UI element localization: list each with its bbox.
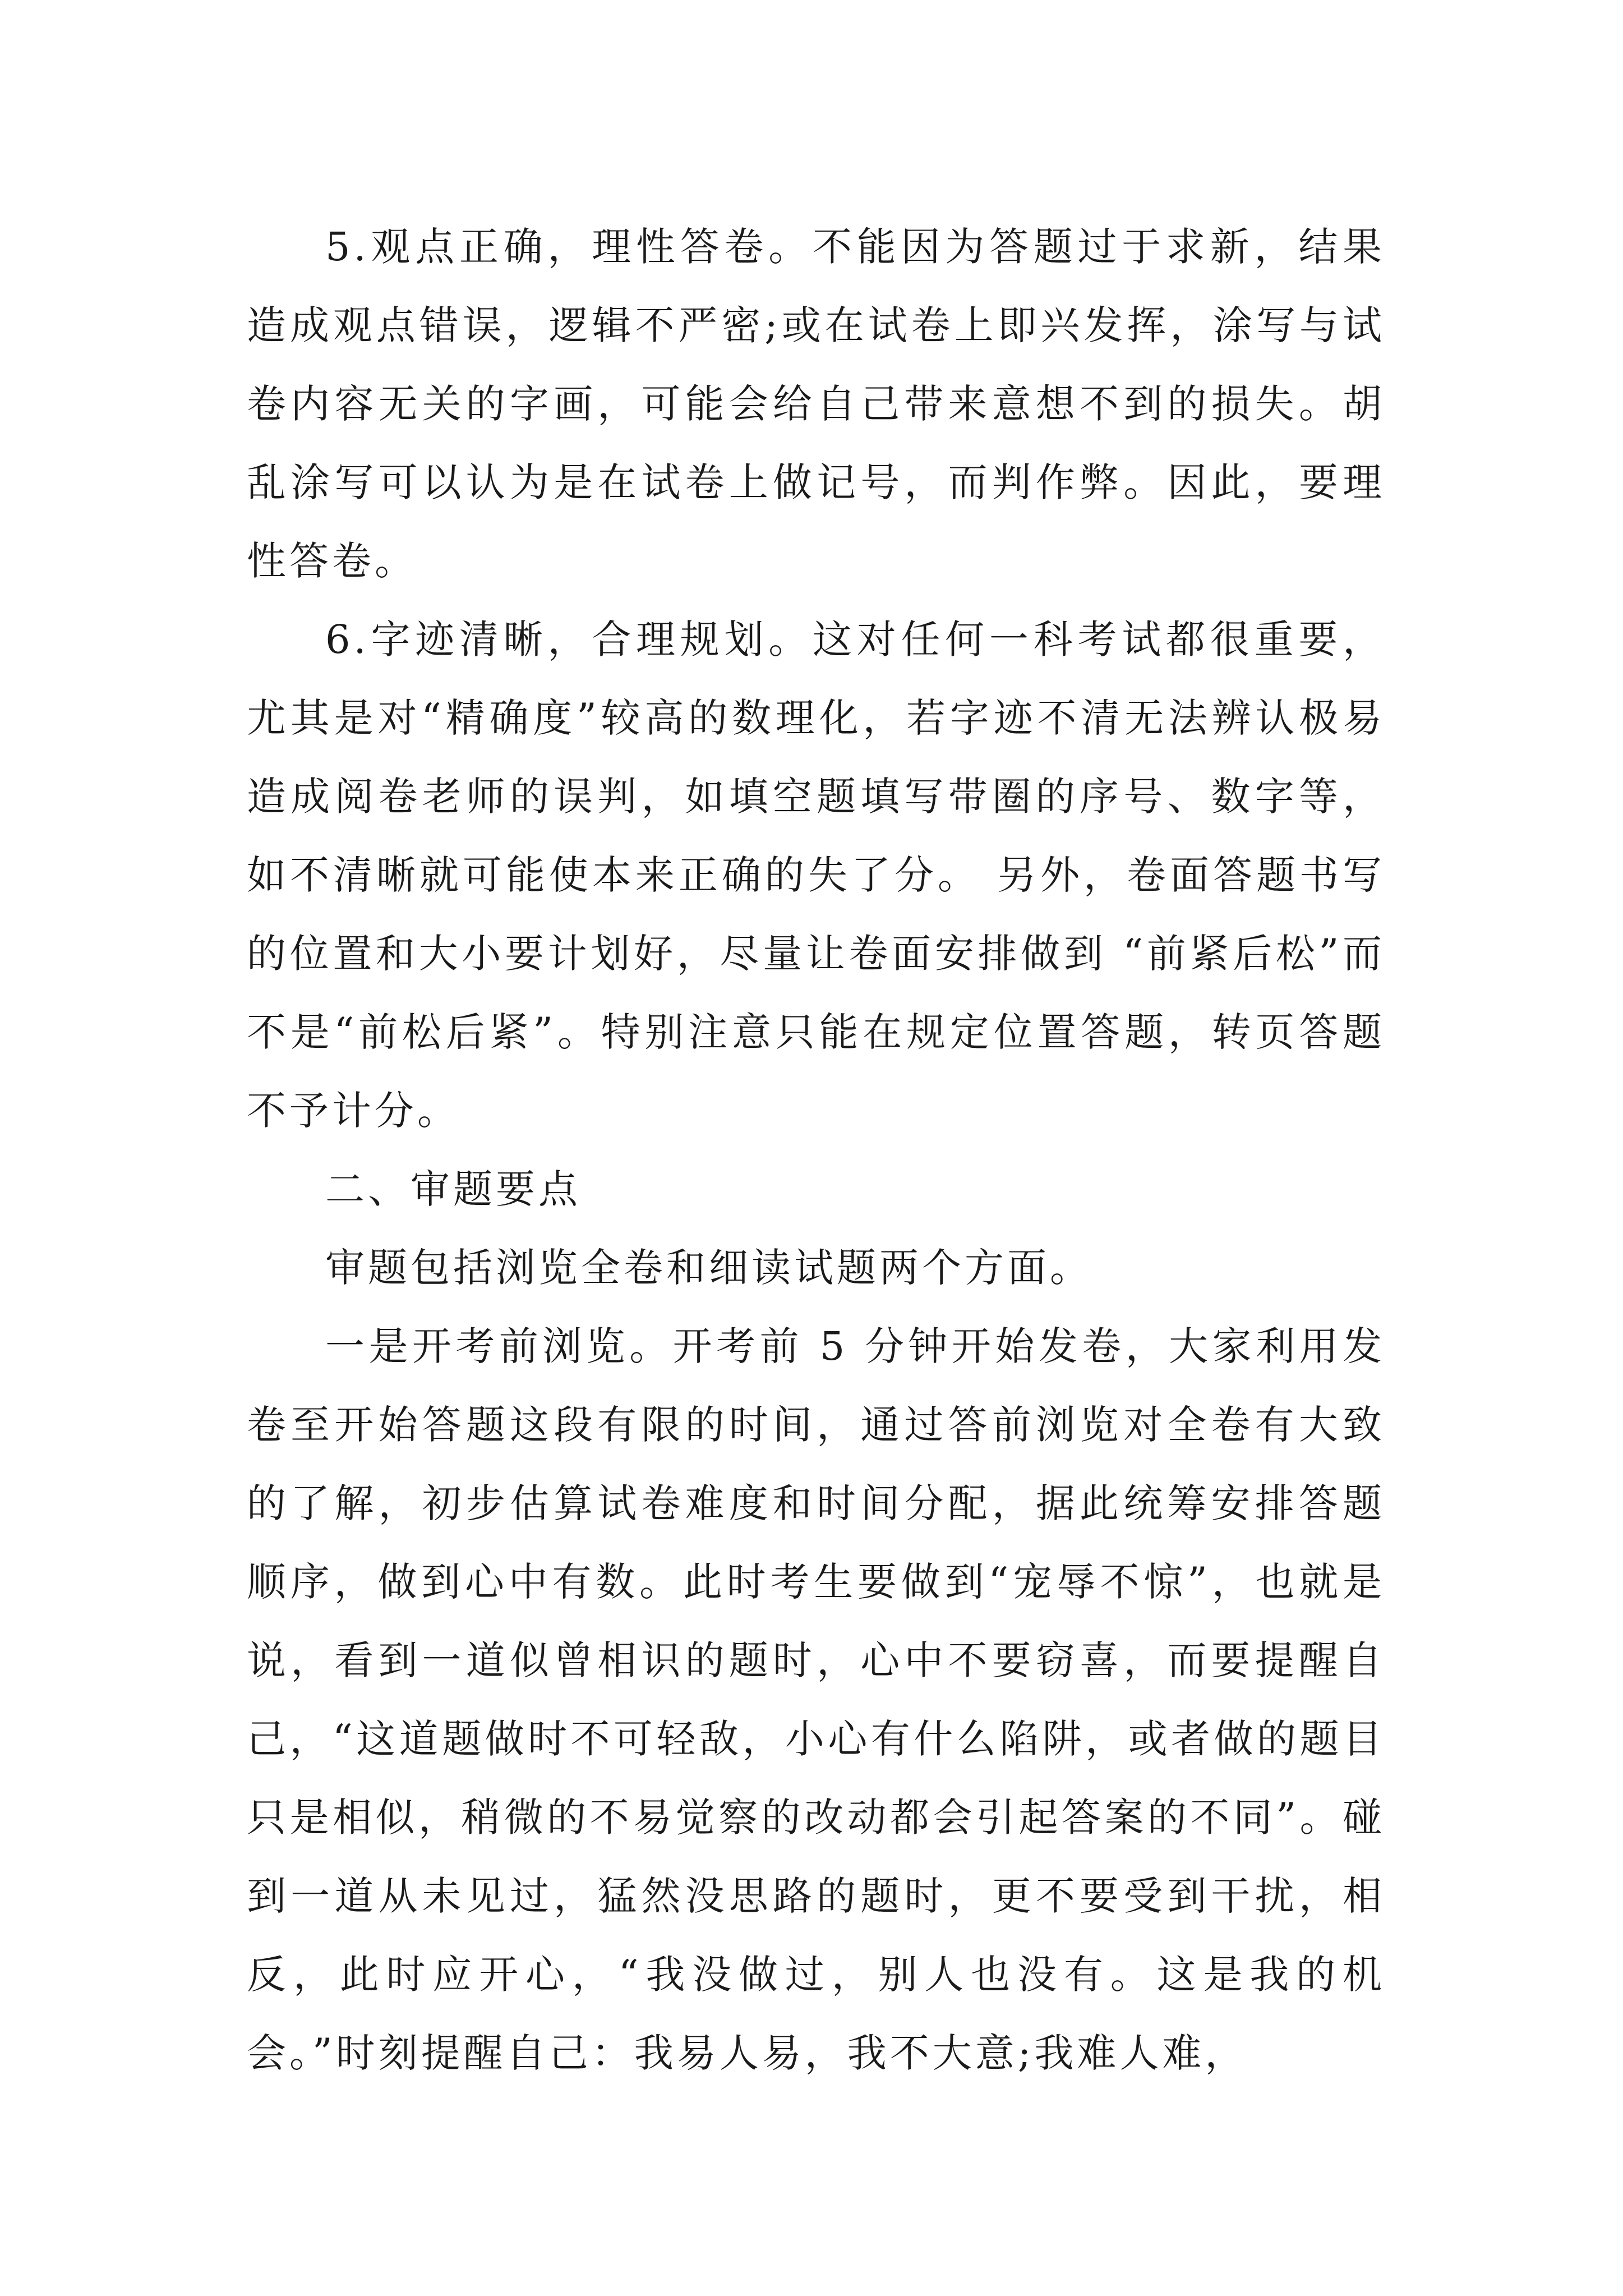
section-heading: 二、审题要点 [325,1166,581,1212]
paragraph-point-6: 6.字迹清晰，合理规划。这对任何一科考试都很重要，尤其是对“精确度”较高的数理化，若字迹不清无法辨认极易造成阅卷老师的误判，如填空题填写带圈的序号、数字等，如不清晰就可能使本来正确的失了分。 另外，卷面答题书写的位置和大小要计划好，尽量让卷面安排做到 “前紧后松”而不是“前松后紧”。特别注意只能在规定位置答题，转页答题不予计分。 [247,616,1385,1134]
document-body [247,208,1385,2092]
paragraph-point-5: 5.观点正确，理性答卷。不能因为答题过于求新，结果造成观点错误，逻辑不严密;或在试卷上即兴发挥，涂写与试卷内容无关的字画，可能会给自己带来意想不到的损失。胡乱涂写可以认为是在试卷上做记号，而判作弊。因此，要理性答卷。 [247,224,1385,584]
paragraph-intro: 审题包括浏览全卷和细读试题两个方面。 [325,1245,1092,1291]
paragraph-browse: 一是开考前浏览。开考前 5 分钟开始发卷，大家利用发卷至开始答题这段有限的时间，通过答前浏览对全卷有大致的了解，初步估算试卷难度和时间分配，据此统筹安排答题顺序，做到心中有数。此时考生要做到“宠辱不惊”，也就是说，看到一道似曾相识的题时，心中不要窃喜，而要提醒自己，“这道题做时不可轻敌，小心有什么陷阱，或者做的题目只是相似，稍微的不易觉察的改动都会引起答案的不同”。碰到一道从未见过，猛然没思路的题时，更不要受到干扰，相反，此时应开心，“我没做过，别人也没有。这是我的机会。”时刻提醒自己：我易人易，我不大意;我难人难， [247,1323,1385,2076]
